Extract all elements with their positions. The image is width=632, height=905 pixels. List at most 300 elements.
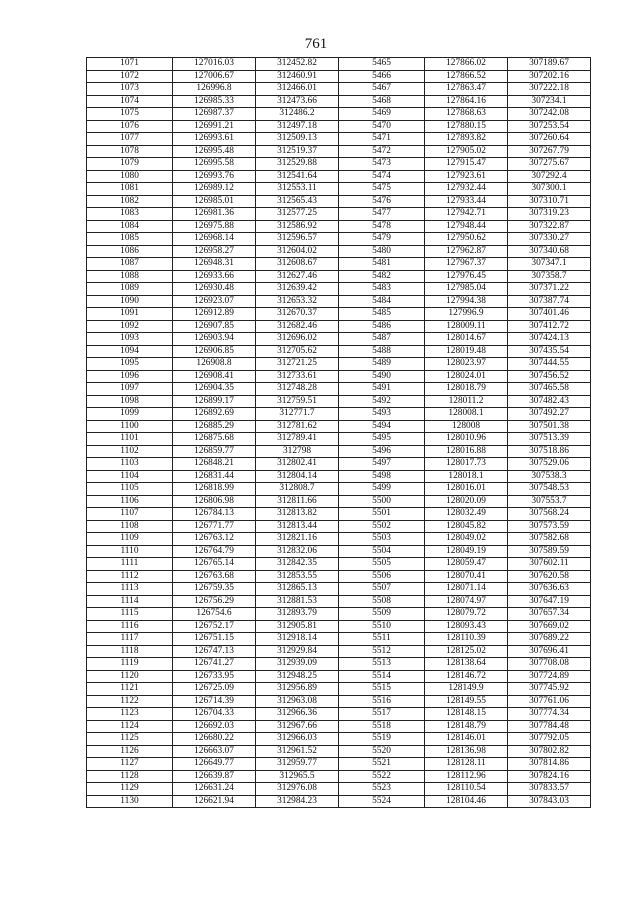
y-coordinate-left: 312963.08 [256,695,339,708]
y-coordinate-right: 307435.54 [508,345,591,358]
y-coordinate-left: 312804.14 [256,470,339,483]
y-coordinate-left: 312733.61 [256,370,339,383]
x-coordinate-left: 126996.8 [173,83,256,96]
y-coordinate-right: 307253.54 [508,120,591,133]
point-number-left: 1116 [87,620,173,633]
point-number-left: 1120 [87,670,173,683]
y-coordinate-right: 307568.24 [508,508,591,521]
x-coordinate-left: 126771.77 [173,520,256,533]
x-coordinate-right: 128019.48 [425,345,508,358]
x-coordinate-left: 126818.99 [173,483,256,496]
point-number-left: 1128 [87,770,173,783]
x-coordinate-right: 128104.46 [425,795,508,808]
point-number-right: 5469 [339,108,425,121]
point-number-left: 1079 [87,158,173,171]
x-coordinate-left: 126765.14 [173,558,256,571]
x-coordinate-right: 128148.15 [425,708,508,721]
point-number-right: 5523 [339,783,425,796]
point-number-left: 1130 [87,795,173,808]
y-coordinate-right: 307513.39 [508,433,591,446]
point-number-right: 5494 [339,420,425,433]
y-coordinate-left: 312966.03 [256,733,339,746]
point-number-right: 5477 [339,208,425,221]
point-number-left: 1093 [87,333,173,346]
point-number-right: 5499 [339,483,425,496]
x-coordinate-right: 127915.47 [425,158,508,171]
point-number-right: 5490 [339,370,425,383]
y-coordinate-right: 307833.57 [508,783,591,796]
x-coordinate-left: 126875.68 [173,433,256,446]
x-coordinate-right: 128125.02 [425,645,508,658]
point-number-right: 5484 [339,295,425,308]
x-coordinate-right: 127893.82 [425,133,508,146]
x-coordinate-left: 126906.85 [173,345,256,358]
point-number-right: 5519 [339,733,425,746]
table-row [87,795,591,808]
y-coordinate-right: 307222.18 [508,83,591,96]
y-coordinate-right: 307310.71 [508,195,591,208]
x-coordinate-left: 126933.66 [173,270,256,283]
x-coordinate-left: 126759.35 [173,583,256,596]
x-coordinate-right: 127962.87 [425,245,508,258]
x-coordinate-left: 126903.94 [173,333,256,346]
table-row [87,720,591,733]
point-number-right: 5521 [339,758,425,771]
y-coordinate-right: 307300.1 [508,183,591,196]
table-row [87,545,591,558]
x-coordinate-right: 127948.44 [425,220,508,233]
point-number-right: 5489 [339,358,425,371]
coordinates-table-body [87,58,591,808]
x-coordinate-right: 127880.15 [425,120,508,133]
y-coordinate-left: 312682.46 [256,320,339,333]
x-coordinate-right: 128149.55 [425,695,508,708]
point-number-left: 1117 [87,633,173,646]
point-number-left: 1083 [87,208,173,221]
y-coordinate-right: 307518.86 [508,445,591,458]
x-coordinate-left: 126995.48 [173,145,256,158]
point-number-right: 5481 [339,258,425,271]
x-coordinate-right: 127923.61 [425,170,508,183]
point-number-left: 1087 [87,258,173,271]
table-row [87,133,591,146]
y-coordinate-left: 312608.67 [256,258,339,271]
y-coordinate-right: 307657.34 [508,608,591,621]
point-number-right: 5515 [339,683,425,696]
point-number-left: 1106 [87,495,173,508]
table-row [87,158,591,171]
table-row [87,195,591,208]
table-row [87,758,591,771]
x-coordinate-left: 126741.27 [173,658,256,671]
point-number-left: 1097 [87,383,173,396]
x-coordinate-left: 127016.03 [173,58,256,71]
point-number-right: 5474 [339,170,425,183]
y-coordinate-left: 312781.62 [256,420,339,433]
x-coordinate-right: 128112.96 [425,770,508,783]
y-coordinate-right: 307319.23 [508,208,591,221]
x-coordinate-left: 126908.41 [173,370,256,383]
y-coordinate-left: 312541.64 [256,170,339,183]
point-number-left: 1113 [87,583,173,596]
y-coordinate-right: 307234.1 [508,95,591,108]
x-coordinate-left: 127006.67 [173,70,256,83]
y-coordinate-left: 312721.25 [256,358,339,371]
point-number-left: 1108 [87,520,173,533]
point-number-left: 1100 [87,420,173,433]
point-number-right: 5514 [339,670,425,683]
point-number-left: 1122 [87,695,173,708]
point-number-left: 1086 [87,245,173,258]
y-coordinate-left: 312956.89 [256,683,339,696]
x-coordinate-right: 128024.01 [425,370,508,383]
x-coordinate-right: 127996.9 [425,308,508,321]
y-coordinate-right: 307492.27 [508,408,591,421]
x-coordinate-left: 126904.35 [173,383,256,396]
table-row [87,208,591,221]
x-coordinate-left: 126968.14 [173,233,256,246]
x-coordinate-left: 126754.6 [173,608,256,621]
x-coordinate-right: 127942.71 [425,208,508,221]
y-coordinate-right: 307202.16 [508,70,591,83]
y-coordinate-right: 307401.46 [508,308,591,321]
y-coordinate-left: 312976.08 [256,783,339,796]
x-coordinate-right: 128016.88 [425,445,508,458]
y-coordinate-left: 312802.41 [256,458,339,471]
point-number-right: 5472 [339,145,425,158]
x-coordinate-right: 128014.67 [425,333,508,346]
y-coordinate-left: 312627.46 [256,270,339,283]
table-row [87,558,591,571]
y-coordinate-left: 312853.55 [256,570,339,583]
x-coordinate-right: 128032.49 [425,508,508,521]
point-number-right: 5476 [339,195,425,208]
x-coordinate-left: 126975.88 [173,220,256,233]
table-row [87,383,591,396]
y-coordinate-right: 307465.58 [508,383,591,396]
x-coordinate-left: 126958.27 [173,245,256,258]
point-number-left: 1092 [87,320,173,333]
y-coordinate-right: 307774.34 [508,708,591,721]
x-coordinate-right: 128149.9 [425,683,508,696]
x-coordinate-left: 126899.17 [173,395,256,408]
point-number-left: 1104 [87,470,173,483]
table-row [87,70,591,83]
point-number-left: 1126 [87,745,173,758]
x-coordinate-left: 126989.12 [173,183,256,196]
point-number-left: 1080 [87,170,173,183]
y-coordinate-left: 312519.37 [256,145,339,158]
y-coordinate-right: 307387.74 [508,295,591,308]
x-coordinate-right: 127905.02 [425,145,508,158]
point-number-right: 5483 [339,283,425,296]
x-coordinate-right: 128018.79 [425,383,508,396]
point-number-right: 5518 [339,720,425,733]
x-coordinate-right: 128148.79 [425,720,508,733]
point-number-right: 5491 [339,383,425,396]
x-coordinate-left: 126714.39 [173,695,256,708]
point-number-right: 5501 [339,508,425,521]
x-coordinate-left: 126892.69 [173,408,256,421]
y-coordinate-right: 307347.1 [508,258,591,271]
x-coordinate-left: 126993.61 [173,133,256,146]
y-coordinate-right: 307696.41 [508,645,591,658]
point-number-left: 1125 [87,733,173,746]
point-number-right: 5475 [339,183,425,196]
point-number-left: 1102 [87,445,173,458]
x-coordinate-left: 126763.12 [173,533,256,546]
point-number-left: 1091 [87,308,173,321]
table-row [87,570,591,583]
y-coordinate-right: 307529.06 [508,458,591,471]
x-coordinate-right: 127866.02 [425,58,508,71]
x-coordinate-right: 128049.19 [425,545,508,558]
y-coordinate-right: 307553.7 [508,495,591,508]
table-row [87,508,591,521]
point-number-left: 1077 [87,133,173,146]
table-row [87,533,591,546]
point-number-left: 1089 [87,283,173,296]
point-number-left: 1071 [87,58,173,71]
y-coordinate-left: 312811.66 [256,495,339,508]
point-number-right: 5493 [339,408,425,421]
table-row [87,670,591,683]
table-row [87,783,591,796]
point-number-left: 1114 [87,595,173,608]
x-coordinate-left: 126756.29 [173,595,256,608]
point-number-right: 5520 [339,745,425,758]
y-coordinate-right: 307724.89 [508,670,591,683]
point-number-left: 1118 [87,645,173,658]
y-coordinate-left: 312705.62 [256,345,339,358]
x-coordinate-right: 128045.82 [425,520,508,533]
y-coordinate-left: 312939.09 [256,658,339,671]
point-number-right: 5482 [339,270,425,283]
y-coordinate-right: 307371.22 [508,283,591,296]
x-coordinate-right: 128070.41 [425,570,508,583]
table-row [87,520,591,533]
y-coordinate-left: 312929.84 [256,645,339,658]
x-coordinate-left: 126912.89 [173,308,256,321]
x-coordinate-right: 128008.1 [425,408,508,421]
point-number-left: 1090 [87,295,173,308]
x-coordinate-left: 126704.33 [173,708,256,721]
table-row [87,220,591,233]
table-row [87,620,591,633]
x-coordinate-right: 127864.16 [425,95,508,108]
point-number-left: 1095 [87,358,173,371]
x-coordinate-left: 126948.31 [173,258,256,271]
y-coordinate-left: 312961.52 [256,745,339,758]
y-coordinate-left: 312984.23 [256,795,339,808]
y-coordinate-right: 307424.13 [508,333,591,346]
point-number-right: 5505 [339,558,425,571]
y-coordinate-right: 307189.67 [508,58,591,71]
x-coordinate-right: 127976.45 [425,270,508,283]
x-coordinate-right: 128110.54 [425,783,508,796]
y-coordinate-right: 307412.72 [508,320,591,333]
y-coordinate-left: 312466.01 [256,83,339,96]
point-number-right: 5502 [339,520,425,533]
y-coordinate-right: 307689.22 [508,633,591,646]
y-coordinate-left: 312813.44 [256,520,339,533]
table-row [87,108,591,121]
x-coordinate-left: 126639.87 [173,770,256,783]
point-number-left: 1096 [87,370,173,383]
y-coordinate-left: 312529.88 [256,158,339,171]
x-coordinate-left: 126747.13 [173,645,256,658]
table-row [87,258,591,271]
x-coordinate-right: 127967.37 [425,258,508,271]
y-coordinate-right: 307784.48 [508,720,591,733]
table-row [87,183,591,196]
x-coordinate-right: 128018.1 [425,470,508,483]
y-coordinate-right: 307669.02 [508,620,591,633]
y-coordinate-right: 307602.11 [508,558,591,571]
y-coordinate-right: 307322.87 [508,220,591,233]
point-number-left: 1121 [87,683,173,696]
point-number-right: 5492 [339,395,425,408]
x-coordinate-left: 126885.29 [173,420,256,433]
x-coordinate-left: 126985.33 [173,95,256,108]
table-row [87,470,591,483]
point-number-right: 5513 [339,658,425,671]
table-row [87,495,591,508]
table-row [87,283,591,296]
y-coordinate-right: 307275.67 [508,158,591,171]
x-coordinate-left: 126751.15 [173,633,256,646]
x-coordinate-right: 128059.47 [425,558,508,571]
y-coordinate-left: 312832.06 [256,545,339,558]
x-coordinate-left: 126848.21 [173,458,256,471]
x-coordinate-left: 126908.8 [173,358,256,371]
table-row [87,658,591,671]
point-number-right: 5509 [339,608,425,621]
point-number-left: 1099 [87,408,173,421]
point-number-right: 5495 [339,433,425,446]
x-coordinate-left: 126649.77 [173,758,256,771]
table-row [87,445,591,458]
x-coordinate-right: 128011.2 [425,395,508,408]
x-coordinate-left: 126907.85 [173,320,256,333]
y-coordinate-left: 312553.11 [256,183,339,196]
point-number-left: 1105 [87,483,173,496]
x-coordinate-left: 126692.03 [173,720,256,733]
y-coordinate-left: 312821.16 [256,533,339,546]
table-row [87,145,591,158]
y-coordinate-left: 312789.41 [256,433,339,446]
x-coordinate-left: 126995.58 [173,158,256,171]
x-coordinate-right: 128138.64 [425,658,508,671]
y-coordinate-left: 312881.53 [256,595,339,608]
x-coordinate-left: 126985.01 [173,195,256,208]
table-row [87,645,591,658]
y-coordinate-right: 307292.4 [508,170,591,183]
y-coordinate-right: 307501.38 [508,420,591,433]
point-number-right: 5467 [339,83,425,96]
table-row [87,120,591,133]
y-coordinate-right: 307340.68 [508,245,591,258]
x-coordinate-right: 127866.52 [425,70,508,83]
point-number-right: 5487 [339,333,425,346]
y-coordinate-left: 312842.35 [256,558,339,571]
y-coordinate-left: 312798 [256,445,339,458]
point-number-right: 5503 [339,533,425,546]
point-number-left: 1129 [87,783,173,796]
x-coordinate-right: 128016.01 [425,483,508,496]
x-coordinate-right: 128009.11 [425,320,508,333]
x-coordinate-left: 126981.36 [173,208,256,221]
x-coordinate-right: 127932.44 [425,183,508,196]
y-coordinate-right: 307802.82 [508,745,591,758]
y-coordinate-right: 307582.68 [508,533,591,546]
table-row [87,595,591,608]
point-number-left: 1098 [87,395,173,408]
x-coordinate-left: 126663.07 [173,745,256,758]
y-coordinate-left: 312460.91 [256,70,339,83]
point-number-right: 5496 [339,445,425,458]
table-row [87,308,591,321]
y-coordinate-left: 312967.66 [256,720,339,733]
point-number-left: 1094 [87,345,173,358]
point-number-right: 5486 [339,320,425,333]
y-coordinate-right: 307620.58 [508,570,591,583]
point-number-left: 1109 [87,533,173,546]
y-coordinate-right: 307358.7 [508,270,591,283]
point-number-right: 5506 [339,570,425,583]
point-number-right: 5465 [339,58,425,71]
point-number-left: 1074 [87,95,173,108]
x-coordinate-right: 128079.72 [425,608,508,621]
x-coordinate-left: 126631.24 [173,783,256,796]
y-coordinate-left: 312893.79 [256,608,339,621]
x-coordinate-right: 128093.43 [425,620,508,633]
x-coordinate-left: 126763.68 [173,570,256,583]
y-coordinate-left: 312604.02 [256,245,339,258]
point-number-right: 5524 [339,795,425,808]
y-coordinate-left: 312586.92 [256,220,339,233]
page-number: 761 [304,36,328,52]
coordinates-table [86,57,591,808]
point-number-left: 1103 [87,458,173,471]
x-coordinate-right: 127863.47 [425,83,508,96]
table-row [87,358,591,371]
point-number-left: 1124 [87,720,173,733]
x-coordinate-right: 128020.09 [425,495,508,508]
table-row [87,433,591,446]
x-coordinate-right: 127868.63 [425,108,508,121]
table-row [87,708,591,721]
y-coordinate-left: 312865.13 [256,583,339,596]
x-coordinate-left: 126859.77 [173,445,256,458]
point-number-left: 1085 [87,233,173,246]
y-coordinate-left: 312813.82 [256,508,339,521]
point-number-right: 5488 [339,345,425,358]
point-number-right: 5466 [339,70,425,83]
y-coordinate-left: 312965.5 [256,770,339,783]
point-number-right: 5504 [339,545,425,558]
y-coordinate-right: 307548.53 [508,483,591,496]
table-row [87,683,591,696]
point-number-right: 5470 [339,120,425,133]
x-coordinate-right: 128146.72 [425,670,508,683]
y-coordinate-right: 307330.27 [508,233,591,246]
y-coordinate-right: 307708.08 [508,658,591,671]
point-number-right: 5468 [339,95,425,108]
y-coordinate-right: 307792.05 [508,733,591,746]
y-coordinate-right: 307456.52 [508,370,591,383]
table-row [87,408,591,421]
